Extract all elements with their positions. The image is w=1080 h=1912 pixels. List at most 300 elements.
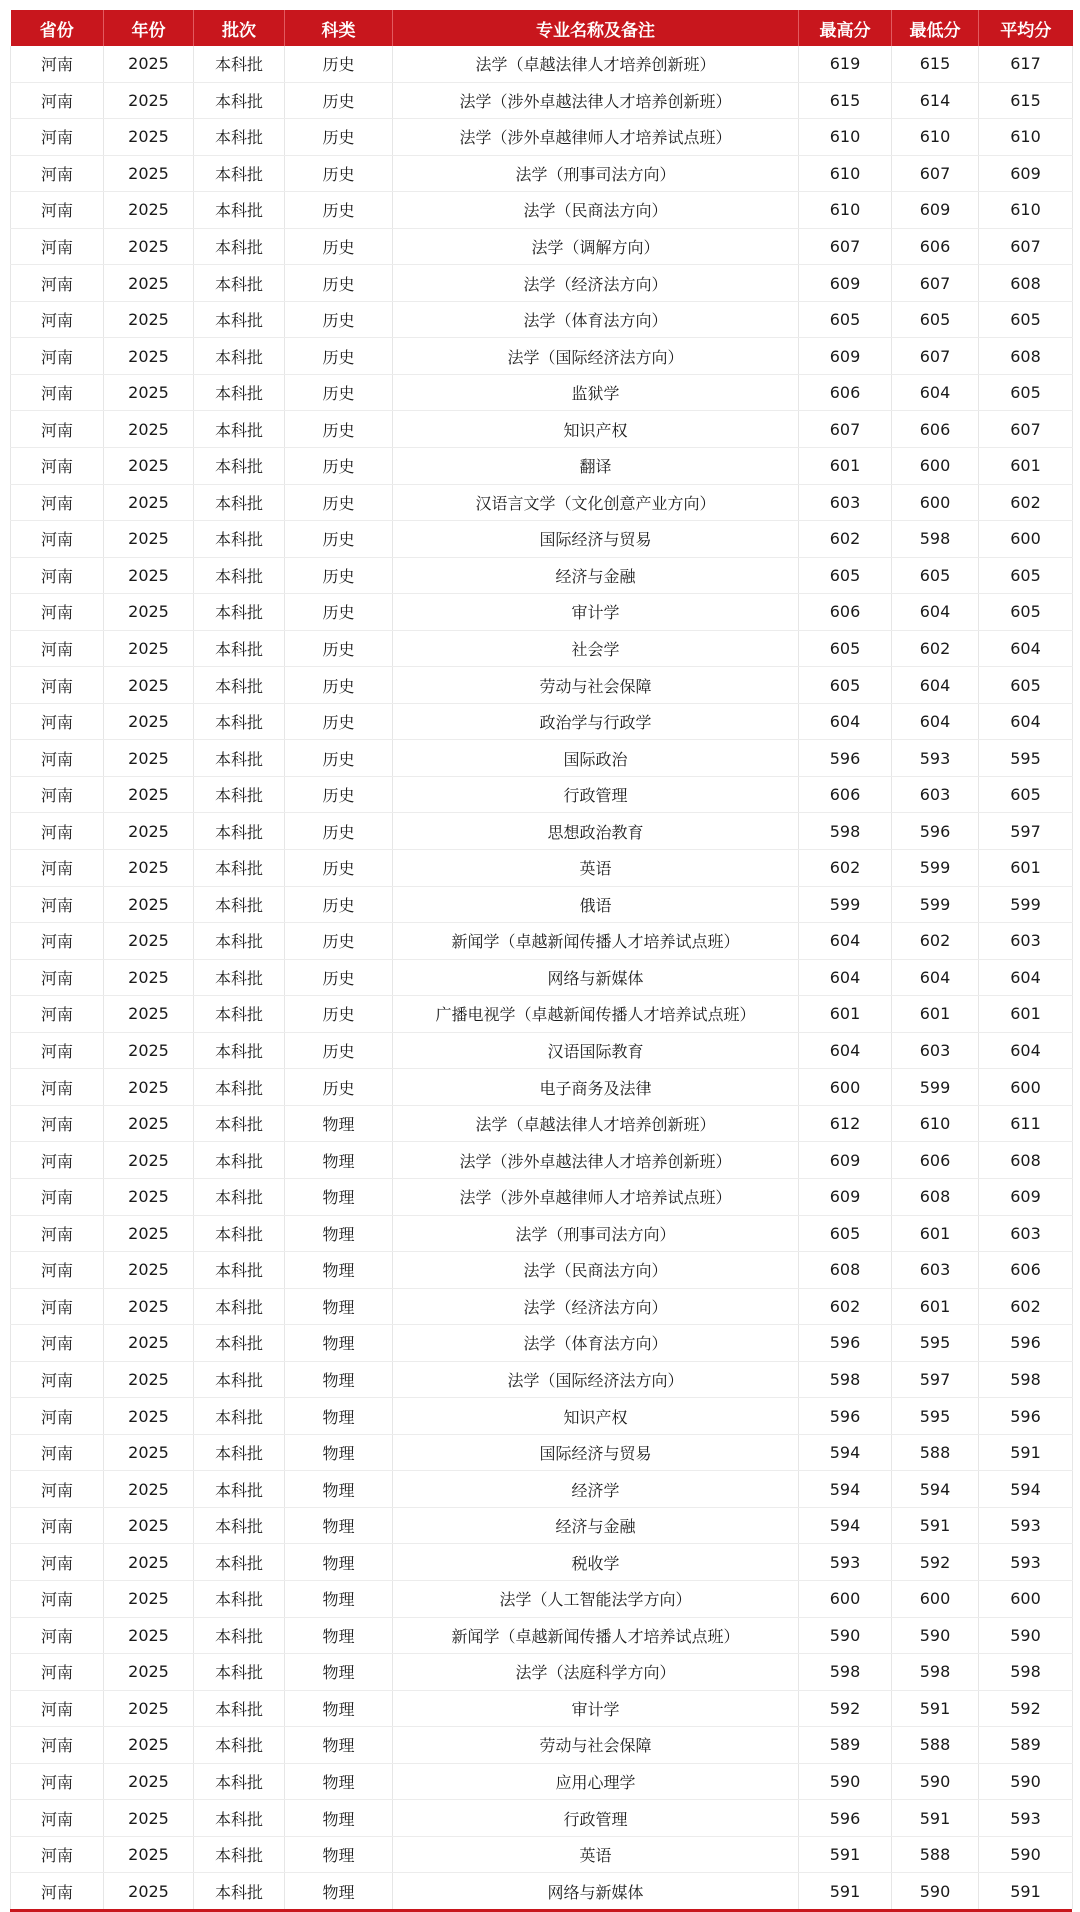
cell-major: 法学（刑事司法方向） <box>393 1215 799 1252</box>
cell-min-score: 604 <box>892 959 979 996</box>
cell-max-score: 590 <box>799 1763 892 1800</box>
cell-major: 新闻学（卓越新闻传播人才培养试点班） <box>393 923 799 960</box>
table-row <box>11 1873 1073 1909</box>
cell-province: 河南 <box>11 82 104 119</box>
cell-min-score: 610 <box>892 1105 979 1142</box>
cell-batch: 本科批 <box>194 1617 285 1654</box>
cell-category: 历史 <box>285 82 393 119</box>
cell-min-score: 599 <box>892 850 979 887</box>
cell-category: 历史 <box>285 119 393 156</box>
cell-year: 2025 <box>104 959 194 996</box>
table-row <box>11 996 1073 1033</box>
cell-major: 经济与金融 <box>393 557 799 594</box>
cell-avg-score: 617 <box>979 46 1073 82</box>
cell-avg-score: 608 <box>979 265 1073 302</box>
cell-year: 2025 <box>104 119 194 156</box>
cell-max-score: 598 <box>799 1361 892 1398</box>
cell-category: 物理 <box>285 1398 393 1435</box>
cell-max-score: 593 <box>799 1544 892 1581</box>
table-row <box>11 740 1073 777</box>
cell-max-score: 592 <box>799 1690 892 1727</box>
cell-province: 河南 <box>11 740 104 777</box>
cell-batch: 本科批 <box>194 776 285 813</box>
cell-min-score: 601 <box>892 1288 979 1325</box>
table-row <box>11 1252 1073 1289</box>
cell-province: 河南 <box>11 557 104 594</box>
cell-category: 物理 <box>285 1361 393 1398</box>
cell-province: 河南 <box>11 1617 104 1654</box>
cell-year: 2025 <box>104 886 194 923</box>
cell-avg-score: 608 <box>979 1142 1073 1179</box>
cell-min-score: 588 <box>892 1836 979 1873</box>
cell-year: 2025 <box>104 1763 194 1800</box>
cell-max-score: 619 <box>799 46 892 82</box>
cell-min-score: 602 <box>892 923 979 960</box>
table-row <box>11 667 1073 704</box>
cell-max-score: 605 <box>799 667 892 704</box>
cell-province: 河南 <box>11 1507 104 1544</box>
cell-major: 劳动与社会保障 <box>393 667 799 704</box>
cell-min-score: 600 <box>892 484 979 521</box>
cell-major: 国际政治 <box>393 740 799 777</box>
cell-avg-score: 603 <box>979 1215 1073 1252</box>
table-row <box>11 1361 1073 1398</box>
cell-batch: 本科批 <box>194 1471 285 1508</box>
cell-max-score: 610 <box>799 192 892 229</box>
table-row <box>11 228 1073 265</box>
cell-avg-score: 591 <box>979 1873 1073 1909</box>
cell-province: 河南 <box>11 1690 104 1727</box>
cell-major: 法学（人工智能法学方向） <box>393 1580 799 1617</box>
table-row <box>11 959 1073 996</box>
cell-year: 2025 <box>104 1654 194 1691</box>
cell-province: 河南 <box>11 338 104 375</box>
cell-batch: 本科批 <box>194 1252 285 1289</box>
table-row <box>11 1800 1073 1837</box>
cell-province: 河南 <box>11 1178 104 1215</box>
cell-batch: 本科批 <box>194 484 285 521</box>
cell-category: 历史 <box>285 228 393 265</box>
table-row <box>11 1507 1073 1544</box>
cell-max-score: 615 <box>799 82 892 119</box>
cell-year: 2025 <box>104 1836 194 1873</box>
cell-year: 2025 <box>104 1471 194 1508</box>
cell-batch: 本科批 <box>194 1690 285 1727</box>
cell-batch: 本科批 <box>194 740 285 777</box>
cell-category: 物理 <box>285 1763 393 1800</box>
cell-major: 法学（涉外卓越法律人才培养创新班） <box>393 82 799 119</box>
cell-category: 物理 <box>285 1215 393 1252</box>
cell-max-score: 604 <box>799 959 892 996</box>
table-row <box>11 557 1073 594</box>
cell-year: 2025 <box>104 740 194 777</box>
table-row <box>11 1690 1073 1727</box>
cell-year: 2025 <box>104 1069 194 1106</box>
cell-max-score: 604 <box>799 703 892 740</box>
cell-category: 物理 <box>285 1105 393 1142</box>
cell-year: 2025 <box>104 1032 194 1069</box>
cell-max-score: 601 <box>799 996 892 1033</box>
cell-batch: 本科批 <box>194 996 285 1033</box>
cell-major: 法学（涉外卓越律师人才培养试点班） <box>393 1178 799 1215</box>
table-row <box>11 1471 1073 1508</box>
cell-max-score: 605 <box>799 557 892 594</box>
cell-min-score: 590 <box>892 1873 979 1909</box>
cell-province: 河南 <box>11 1836 104 1873</box>
cell-major: 审计学 <box>393 1690 799 1727</box>
cell-min-score: 591 <box>892 1800 979 1837</box>
header-avg-score: 平均分 <box>979 10 1073 46</box>
cell-max-score: 605 <box>799 630 892 667</box>
cell-category: 历史 <box>285 46 393 82</box>
cell-major: 法学（经济法方向） <box>393 1288 799 1325</box>
cell-category: 历史 <box>285 996 393 1033</box>
cell-category: 历史 <box>285 959 393 996</box>
cell-province: 河南 <box>11 1398 104 1435</box>
cell-category: 物理 <box>285 1580 393 1617</box>
cell-major: 广播电视学（卓越新闻传播人才培养试点班） <box>393 996 799 1033</box>
cell-category: 历史 <box>285 521 393 558</box>
cell-min-score: 600 <box>892 448 979 485</box>
cell-year: 2025 <box>104 996 194 1033</box>
table-row <box>11 1032 1073 1069</box>
cell-min-score: 606 <box>892 1142 979 1179</box>
cell-category: 物理 <box>285 1507 393 1544</box>
cell-min-score: 597 <box>892 1361 979 1398</box>
table-row <box>11 1178 1073 1215</box>
table-row <box>11 776 1073 813</box>
cell-province: 河南 <box>11 959 104 996</box>
cell-min-score: 614 <box>892 82 979 119</box>
cell-major: 监狱学 <box>393 374 799 411</box>
cell-avg-score: 601 <box>979 850 1073 887</box>
cell-category: 物理 <box>285 1654 393 1691</box>
cell-province: 河南 <box>11 411 104 448</box>
cell-province: 河南 <box>11 886 104 923</box>
cell-batch: 本科批 <box>194 338 285 375</box>
cell-year: 2025 <box>104 1544 194 1581</box>
cell-year: 2025 <box>104 521 194 558</box>
cell-major: 经济学 <box>393 1471 799 1508</box>
cell-province: 河南 <box>11 996 104 1033</box>
cell-major: 电子商务及法律 <box>393 1069 799 1106</box>
cell-avg-score: 593 <box>979 1544 1073 1581</box>
table-row <box>11 1398 1073 1435</box>
cell-year: 2025 <box>104 1252 194 1289</box>
cell-min-score: 599 <box>892 886 979 923</box>
cell-avg-score: 605 <box>979 301 1073 338</box>
cell-min-score: 604 <box>892 667 979 704</box>
cell-batch: 本科批 <box>194 1398 285 1435</box>
cell-avg-score: 596 <box>979 1398 1073 1435</box>
cell-province: 河南 <box>11 448 104 485</box>
cell-min-score: 595 <box>892 1398 979 1435</box>
cell-max-score: 612 <box>799 1105 892 1142</box>
cell-province: 河南 <box>11 1142 104 1179</box>
table-row <box>11 192 1073 229</box>
cell-year: 2025 <box>104 1617 194 1654</box>
cell-major: 应用心理学 <box>393 1763 799 1800</box>
cell-major: 网络与新媒体 <box>393 959 799 996</box>
cell-avg-score: 601 <box>979 448 1073 485</box>
cell-avg-score: 609 <box>979 1178 1073 1215</box>
cell-avg-score: 603 <box>979 923 1073 960</box>
cell-avg-score: 602 <box>979 1288 1073 1325</box>
cell-min-score: 588 <box>892 1727 979 1764</box>
cell-category: 物理 <box>285 1800 393 1837</box>
cell-max-score: 609 <box>799 265 892 302</box>
cell-year: 2025 <box>104 1178 194 1215</box>
cell-category: 历史 <box>285 374 393 411</box>
table-row <box>11 119 1073 156</box>
cell-batch: 本科批 <box>194 630 285 667</box>
cell-min-score: 600 <box>892 1580 979 1617</box>
cell-avg-score: 597 <box>979 813 1073 850</box>
cell-category: 物理 <box>285 1690 393 1727</box>
cell-max-score: 599 <box>799 886 892 923</box>
cell-max-score: 609 <box>799 338 892 375</box>
cell-avg-score: 591 <box>979 1434 1073 1471</box>
cell-category: 历史 <box>285 448 393 485</box>
cell-category: 历史 <box>285 411 393 448</box>
table-row <box>11 1544 1073 1581</box>
cell-max-score: 591 <box>799 1836 892 1873</box>
cell-major: 法学（民商法方向） <box>393 1252 799 1289</box>
score-table <box>10 10 1073 1909</box>
cell-max-score: 600 <box>799 1069 892 1106</box>
cell-avg-score: 593 <box>979 1507 1073 1544</box>
cell-province: 河南 <box>11 1727 104 1764</box>
table-row <box>11 1836 1073 1873</box>
cell-avg-score: 590 <box>979 1617 1073 1654</box>
cell-category: 历史 <box>285 850 393 887</box>
cell-major: 行政管理 <box>393 776 799 813</box>
cell-province: 河南 <box>11 521 104 558</box>
cell-min-score: 608 <box>892 1178 979 1215</box>
cell-major: 翻译 <box>393 448 799 485</box>
cell-batch: 本科批 <box>194 411 285 448</box>
cell-batch: 本科批 <box>194 1836 285 1873</box>
table-body <box>11 46 1073 1909</box>
cell-category: 物理 <box>285 1325 393 1362</box>
cell-major: 法学（经济法方向） <box>393 265 799 302</box>
cell-province: 河南 <box>11 1215 104 1252</box>
cell-category: 历史 <box>285 265 393 302</box>
cell-major: 劳动与社会保障 <box>393 1727 799 1764</box>
cell-province: 河南 <box>11 192 104 229</box>
cell-year: 2025 <box>104 192 194 229</box>
cell-min-score: 595 <box>892 1325 979 1362</box>
cell-batch: 本科批 <box>194 1800 285 1837</box>
cell-min-score: 603 <box>892 1032 979 1069</box>
cell-year: 2025 <box>104 448 194 485</box>
cell-year: 2025 <box>104 1215 194 1252</box>
table-row <box>11 411 1073 448</box>
header-category: 科类 <box>285 10 393 46</box>
cell-batch: 本科批 <box>194 1580 285 1617</box>
cell-year: 2025 <box>104 776 194 813</box>
cell-avg-score: 600 <box>979 1069 1073 1106</box>
cell-avg-score: 604 <box>979 630 1073 667</box>
cell-avg-score: 590 <box>979 1836 1073 1873</box>
cell-min-score: 598 <box>892 1654 979 1691</box>
cell-batch: 本科批 <box>194 813 285 850</box>
cell-year: 2025 <box>104 1105 194 1142</box>
cell-batch: 本科批 <box>194 886 285 923</box>
cell-major: 网络与新媒体 <box>393 1873 799 1909</box>
cell-province: 河南 <box>11 301 104 338</box>
table-row <box>11 155 1073 192</box>
cell-max-score: 604 <box>799 923 892 960</box>
cell-year: 2025 <box>104 813 194 850</box>
cell-min-score: 591 <box>892 1690 979 1727</box>
cell-major: 法学（卓越法律人才培养创新班） <box>393 46 799 82</box>
cell-batch: 本科批 <box>194 667 285 704</box>
table-row <box>11 1580 1073 1617</box>
cell-max-score: 609 <box>799 1142 892 1179</box>
cell-min-score: 605 <box>892 301 979 338</box>
table-row <box>11 594 1073 631</box>
cell-year: 2025 <box>104 923 194 960</box>
cell-max-score: 605 <box>799 1215 892 1252</box>
cell-category: 历史 <box>285 667 393 704</box>
cell-year: 2025 <box>104 228 194 265</box>
cell-category: 历史 <box>285 301 393 338</box>
cell-year: 2025 <box>104 667 194 704</box>
cell-category: 物理 <box>285 1544 393 1581</box>
table-row <box>11 1105 1073 1142</box>
cell-batch: 本科批 <box>194 46 285 82</box>
cell-category: 历史 <box>285 338 393 375</box>
table-row <box>11 813 1073 850</box>
cell-major: 法学（调解方向） <box>393 228 799 265</box>
cell-province: 河南 <box>11 374 104 411</box>
cell-year: 2025 <box>104 1800 194 1837</box>
cell-major: 思想政治教育 <box>393 813 799 850</box>
cell-province: 河南 <box>11 1434 104 1471</box>
cell-major: 新闻学（卓越新闻传播人才培养试点班） <box>393 1617 799 1654</box>
cell-max-score: 606 <box>799 594 892 631</box>
cell-max-score: 606 <box>799 776 892 813</box>
cell-year: 2025 <box>104 301 194 338</box>
cell-min-score: 601 <box>892 1215 979 1252</box>
cell-year: 2025 <box>104 265 194 302</box>
cell-major: 法学（体育法方向） <box>393 301 799 338</box>
cell-major: 法学（卓越法律人才培养创新班） <box>393 1105 799 1142</box>
cell-major: 社会学 <box>393 630 799 667</box>
cell-major: 汉语国际教育 <box>393 1032 799 1069</box>
cell-min-score: 590 <box>892 1617 979 1654</box>
table-row <box>11 1288 1073 1325</box>
cell-batch: 本科批 <box>194 155 285 192</box>
table-row <box>11 1215 1073 1252</box>
table-row <box>11 1434 1073 1471</box>
cell-province: 河南 <box>11 1763 104 1800</box>
cell-major: 法学（法庭科学方向） <box>393 1654 799 1691</box>
cell-min-score: 604 <box>892 703 979 740</box>
cell-batch: 本科批 <box>194 265 285 302</box>
cell-year: 2025 <box>104 411 194 448</box>
cell-max-score: 608 <box>799 1252 892 1289</box>
cell-batch: 本科批 <box>194 1727 285 1764</box>
cell-max-score: 589 <box>799 1727 892 1764</box>
cell-avg-score: 599 <box>979 886 1073 923</box>
cell-major: 英语 <box>393 1836 799 1873</box>
table-row <box>11 1142 1073 1179</box>
header-row <box>11 10 1073 46</box>
cell-province: 河南 <box>11 776 104 813</box>
cell-min-score: 606 <box>892 228 979 265</box>
cell-avg-score: 604 <box>979 1032 1073 1069</box>
cell-year: 2025 <box>104 1398 194 1435</box>
cell-max-score: 602 <box>799 1288 892 1325</box>
table-row <box>11 265 1073 302</box>
cell-province: 河南 <box>11 1580 104 1617</box>
cell-avg-score: 602 <box>979 484 1073 521</box>
cell-batch: 本科批 <box>194 301 285 338</box>
cell-avg-score: 605 <box>979 557 1073 594</box>
cell-avg-score: 607 <box>979 228 1073 265</box>
cell-major: 法学（国际经济法方向） <box>393 338 799 375</box>
cell-major: 汉语言文学（文化创意产业方向） <box>393 484 799 521</box>
cell-batch: 本科批 <box>194 1873 285 1909</box>
table-row <box>11 82 1073 119</box>
table-row <box>11 886 1073 923</box>
cell-max-score: 605 <box>799 301 892 338</box>
table-row <box>11 1069 1073 1106</box>
cell-min-score: 596 <box>892 813 979 850</box>
cell-max-score: 596 <box>799 1398 892 1435</box>
table-row <box>11 923 1073 960</box>
table-row <box>11 448 1073 485</box>
cell-avg-score: 610 <box>979 192 1073 229</box>
cell-year: 2025 <box>104 155 194 192</box>
cell-province: 河南 <box>11 228 104 265</box>
cell-province: 河南 <box>11 667 104 704</box>
cell-batch: 本科批 <box>194 228 285 265</box>
cell-major: 法学（体育法方向） <box>393 1325 799 1362</box>
cell-batch: 本科批 <box>194 119 285 156</box>
cell-major: 税收学 <box>393 1544 799 1581</box>
cell-batch: 本科批 <box>194 959 285 996</box>
header-max-score: 最高分 <box>799 10 892 46</box>
cell-avg-score: 593 <box>979 1800 1073 1837</box>
table-row <box>11 521 1073 558</box>
cell-province: 河南 <box>11 1325 104 1362</box>
cell-category: 历史 <box>285 703 393 740</box>
cell-min-score: 607 <box>892 155 979 192</box>
cell-year: 2025 <box>104 850 194 887</box>
cell-min-score: 588 <box>892 1434 979 1471</box>
cell-min-score: 598 <box>892 521 979 558</box>
cell-province: 河南 <box>11 1800 104 1837</box>
cell-avg-score: 605 <box>979 594 1073 631</box>
cell-major: 审计学 <box>393 594 799 631</box>
cell-province: 河南 <box>11 594 104 631</box>
cell-province: 河南 <box>11 1069 104 1106</box>
cell-year: 2025 <box>104 484 194 521</box>
cell-avg-score: 595 <box>979 740 1073 777</box>
cell-batch: 本科批 <box>194 1654 285 1691</box>
cell-province: 河南 <box>11 850 104 887</box>
cell-year: 2025 <box>104 1288 194 1325</box>
cell-max-score: 596 <box>799 1800 892 1837</box>
cell-year: 2025 <box>104 594 194 631</box>
cell-max-score: 610 <box>799 119 892 156</box>
cell-province: 河南 <box>11 484 104 521</box>
table-row <box>11 1617 1073 1654</box>
cell-max-score: 596 <box>799 1325 892 1362</box>
